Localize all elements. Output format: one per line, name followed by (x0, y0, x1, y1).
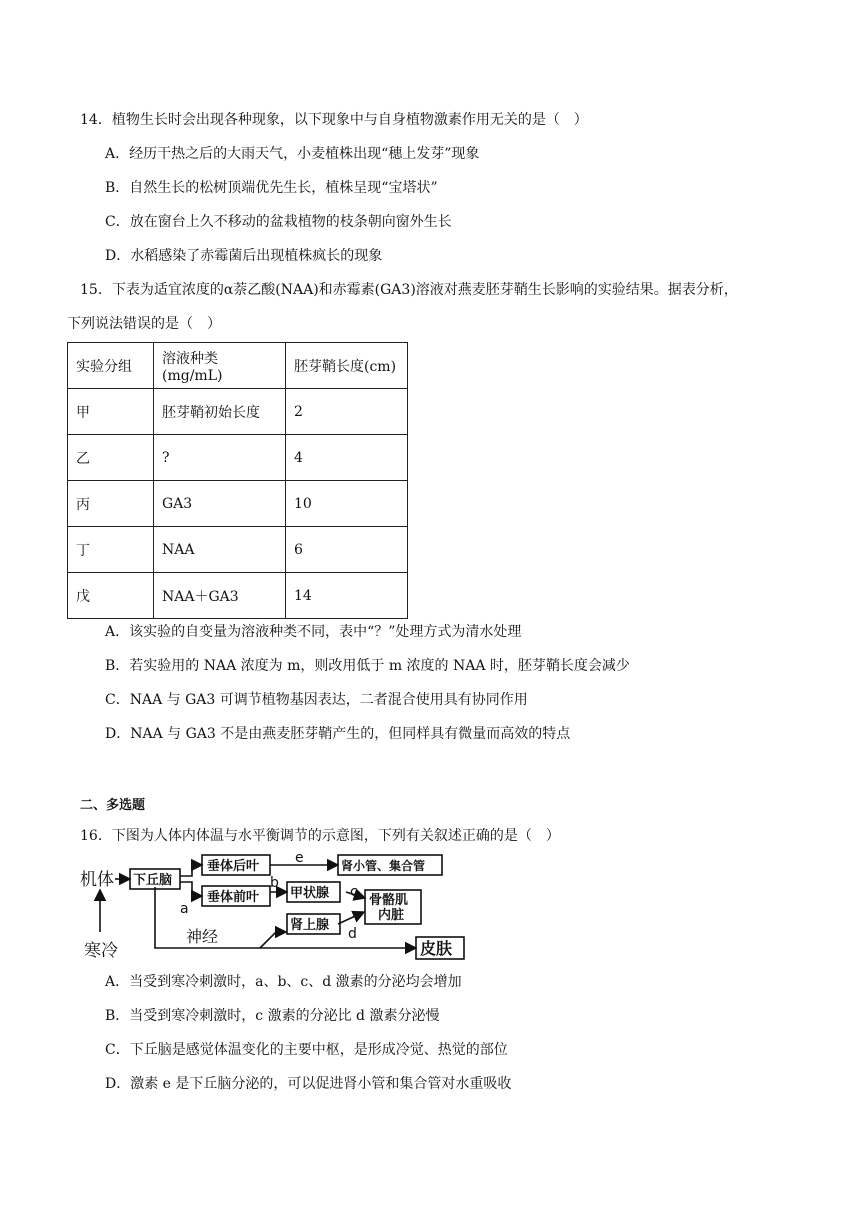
table-cell: ? (154, 435, 286, 481)
q15-option-d: D．NAA 与 GA3 不是由燕麦胚芽鞘产生的，但同样具有微量而高效的特点 (105, 726, 571, 742)
table-cell: 丙 (68, 481, 154, 527)
table-cell: 6 (286, 527, 408, 573)
q15-option-c: C．NAA 与 GA3 可调节植物基因表达，二者混合使用具有协同作用 (105, 692, 528, 708)
hormone-regulation-diagram (80, 852, 480, 964)
q16-option-a: A．当受到寒冷刺激时，a、b、c、d 激素的分泌均会增加 (105, 974, 462, 990)
label-a: a (180, 901, 189, 917)
table-header-cell: 胚芽鞘长度(cm) (286, 343, 408, 389)
table-header-cell: 溶液种类(mg/mL) (154, 343, 286, 389)
label-nerve: 神经 (186, 927, 219, 946)
table-cell: GA3 (154, 481, 286, 527)
table-cell: 14 (286, 573, 408, 619)
table-row (68, 527, 408, 573)
label-hypothalamus: 下丘脑 (133, 873, 173, 888)
table-row (68, 573, 408, 619)
table-cell: 4 (286, 435, 408, 481)
table-cell: 甲 (68, 389, 154, 435)
q15-stem-line1: 15．下表为适宜浓度的α萘乙酸(NAA)和赤霉素(GA3)溶液对燕麦胚芽鞘生长影响的实验结果。据表分析， (80, 282, 738, 298)
table-cell: 戊 (68, 573, 154, 619)
q15-option-b: B．若实验用的 NAA 浓度为 m，则改用低于 m 浓度的 NAA 时，胚芽鞘长度会减少 (105, 658, 630, 674)
label-skin: 皮肤 (420, 939, 453, 958)
table-row (68, 389, 408, 435)
label-muscle: 骨骼肌 (369, 893, 409, 908)
section-title: 二、多选题 (80, 798, 146, 813)
q15-data-table (67, 342, 408, 619)
label-adrenal: 肾上腺 (290, 918, 330, 933)
q15-option-a: A．该实验的自变量为溶液种类不同，表中“？”处理方式为清水处理 (105, 624, 522, 640)
label-posterior-pituitary: 垂体后叶 (207, 859, 260, 874)
label-thyroid: 甲状腺 (290, 886, 330, 901)
label-kidney: 肾小管、集合管 (341, 859, 426, 873)
table-header-cell: 实验分组 (68, 343, 154, 389)
table-row (68, 435, 408, 481)
label-organs: 内脏 (378, 908, 405, 923)
table-cell: NAA (154, 527, 286, 573)
q16-option-d: D．激素 e 是下丘脑分泌的，可以促进肾小管和集合管对水重吸收 (105, 1076, 512, 1092)
arrow-nerve-adrenal (260, 932, 286, 948)
label-anterior-pituitary: 垂体前叶 (207, 890, 260, 905)
table-cell: 丁 (68, 527, 154, 573)
q16-stem: 16．下图为人体内体温与水平衡调节的示意图，下列有关叙述正确的是（ ） (80, 828, 560, 844)
label-d: d (348, 926, 357, 942)
q14-stem: 14．植物生长时会出现各种现象，以下现象中与自身植物激素作用无关的是（ ） (80, 112, 588, 128)
label-b: b (270, 875, 279, 891)
label-body: 机体 (80, 870, 114, 890)
arrow-hypothalamus-anterior (180, 882, 202, 896)
table-cell: 乙 (68, 435, 154, 481)
q14-option-b: B．自然生长的松树顶端优先生长，植株呈现“宝塔状” (105, 180, 438, 196)
q16-option-c: C．下丘脑是感觉体温变化的主要中枢，是形成冷觉、热觉的部位 (105, 1042, 508, 1058)
table-cell: 10 (286, 481, 408, 527)
label-e: e (295, 852, 304, 866)
q14-option-a: A．经历干热之后的大雨天气，小麦植株出现“穗上发芽”现象 (105, 146, 480, 162)
table-row (68, 481, 408, 527)
q15-stem-line2: 下列说法错误的是（ ） (67, 316, 221, 332)
arrow-d (338, 912, 364, 924)
q14-option-c: C．放在窗台上久不移动的盆栽植物的枝条朝向窗外生长 (105, 214, 452, 230)
table-cell: 2 (286, 389, 408, 435)
label-c: c (350, 884, 358, 900)
table-cell: 胚芽鞘初始长度 (154, 389, 286, 435)
q14-option-d: D．水稻感染了赤霉菌后出现植株疯长的现象 (105, 248, 383, 264)
table-cell: NAA＋GA3 (154, 573, 286, 619)
arrow-hypothalamus-posterior (180, 865, 202, 876)
q16-option-b: B．当受到寒冷刺激时，c 激素的分泌比 d 激素分泌慢 (105, 1008, 440, 1024)
table-header-row (68, 343, 408, 389)
label-cold: 寒冷 (84, 941, 118, 961)
